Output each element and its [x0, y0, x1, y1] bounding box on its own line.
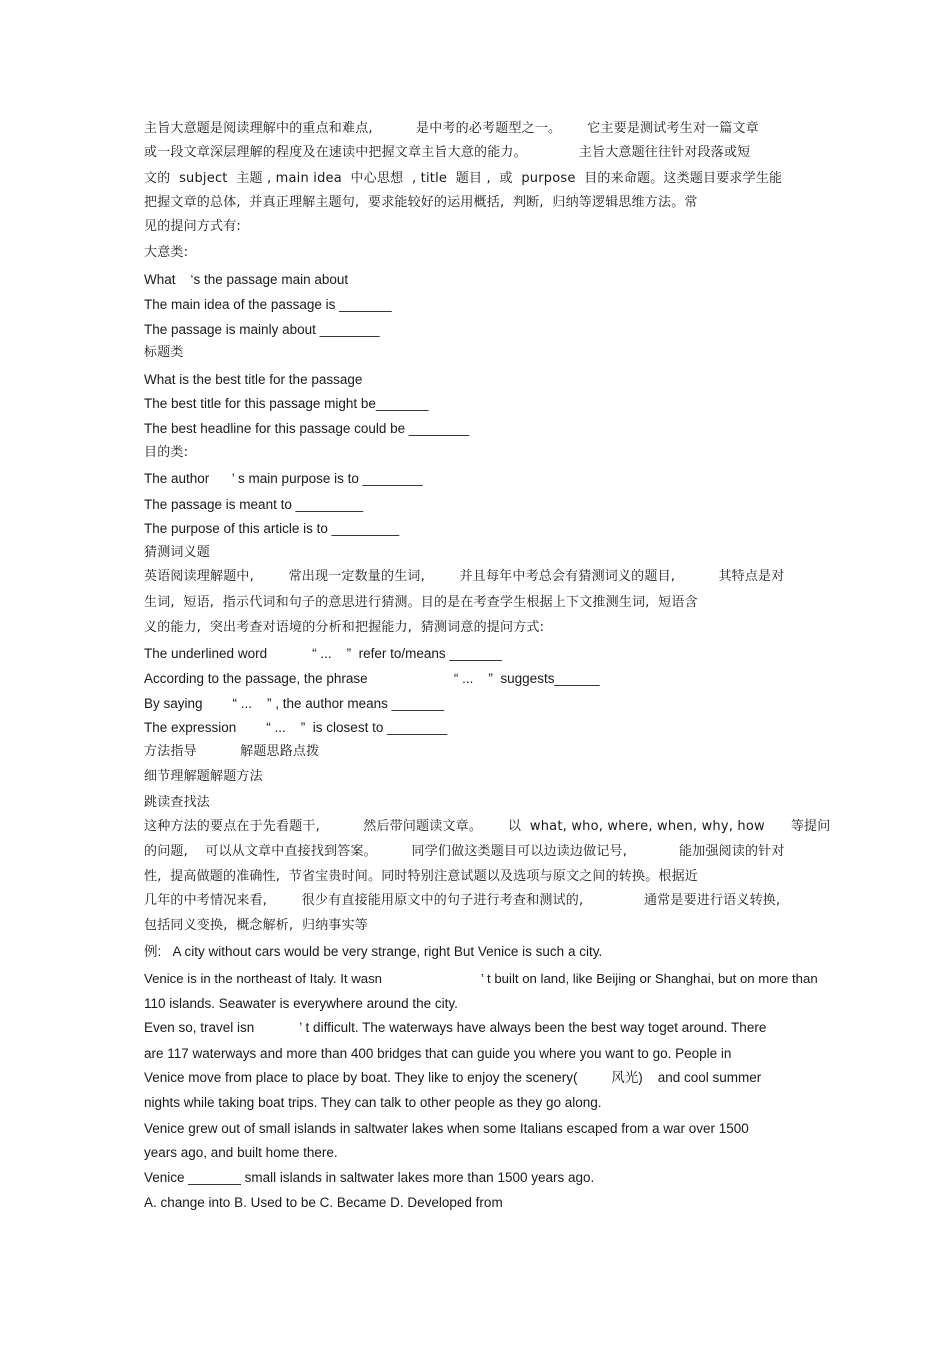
- section-heading: 大意类:: [144, 245, 189, 260]
- text-line: Venice is in the northeast of Italy. It wasn ’ t built on land, like Beijing or Shanghai, but on more than: [144, 971, 818, 986]
- section-heading: 标题类: [144, 345, 184, 360]
- text-line: A. change into B. Used to be C. Became D. Developed from: [144, 1195, 503, 1210]
- text-line: 包括同义变换, 概念解析, 归纳事实等: [144, 918, 368, 933]
- text-line: years ago, and built home there.: [144, 1145, 338, 1160]
- text-line: The purpose of this article is to _________: [144, 521, 400, 536]
- text-line: 把握文章的总体, 并真正理解主题句, 要求能较好的运用概括, 判断, 归纳等逻辑思维方法。常: [144, 195, 698, 210]
- text-line: are 117 waterways and more than 400 bridges that can guide you where you want to go. People in: [144, 1046, 732, 1061]
- text-line: 主旨大意题是阅读理解中的重点和难点, 是中考的必考题型之一。 它主要是测试考生对一篇文章: [144, 121, 759, 136]
- text-line: What is the best title for the passage: [144, 372, 363, 387]
- text-line: 义的能力, 突出考查对语境的分析和把握能力, 猜测词意的提问方式:: [144, 620, 545, 635]
- text-line: 这种方法的要点在于先看题干, 然后带问题读文章。 以 what, who, where, when, why, how 等提问: [144, 819, 831, 834]
- text-line: The passage is meant to _________: [144, 497, 364, 512]
- section-heading: 方法指导 解题思路点拨: [144, 744, 320, 759]
- text-line: Venice _______ small islands in saltwater lakes more than 1500 years ago.: [144, 1170, 595, 1185]
- text-line: 见的提问方式有:: [144, 219, 241, 234]
- text-line: 性, 提高做题的准确性, 节省宝贵时间。同时特别注意试题以及选项与原文之间的转换。根据近: [144, 869, 698, 884]
- text-line: 几年的中考情况来看, 很少有直接能用原文中的句子进行考查和测试的, 通常是要进行语义转换,: [144, 893, 781, 908]
- section-heading: 目的类:: [144, 445, 189, 460]
- text-line: What ‘s the passage main about: [144, 272, 349, 287]
- text-line: According to the passage, the phrase “ ... ” suggests______: [144, 671, 600, 686]
- section-heading: 细节理解题解题方法: [144, 769, 263, 784]
- text-line: The best headline for this passage could be ________: [144, 421, 469, 436]
- text-line: 生词, 短语, 指示代词和句子的意思进行猜测。目的是在考查学生根据上下文推测生词, 短语含: [144, 595, 698, 610]
- text-line: The author ’ s main purpose is to ________: [144, 471, 423, 486]
- text-line: The expression “ ... ” is closest to ________: [144, 720, 448, 735]
- text-line: 文的 subject 主题 , main idea 中心思想 , title 题目 , 或 purpose 目的来命题。这类题目要求学生能: [144, 171, 783, 186]
- text-line: nights while taking boat trips. They can talk to other people as they go along.: [144, 1095, 602, 1110]
- text-line: 的问题, 可以从文章中直接找到答案。 同学们做这类题目可以边读边做记号, 能加强阅读的针对: [144, 844, 785, 859]
- text-line: Venice grew out of small islands in saltwater lakes when some Italians escaped from a war over 1500: [144, 1121, 749, 1136]
- text-line: The passage is mainly about ________: [144, 322, 380, 337]
- text-line: 英语阅读理解题中, 常出现一定数量的生词, 并且每年中考总会有猜测词义的题目, 其特点是对: [144, 569, 785, 584]
- section-heading: 跳读查找法: [144, 795, 211, 810]
- text-line: The main idea of the passage is _______: [144, 297, 392, 312]
- section-heading: 猜测词义题: [144, 545, 211, 560]
- text-line: 110 islands. Seawater is everywhere around the city.: [144, 996, 458, 1011]
- text-line: The underlined word “ ... ” refer to/means _______: [144, 646, 502, 661]
- text-line: The best title for this passage might be_______: [144, 396, 429, 411]
- text-line: Venice move from place to place by boat. They like to enjoy the scenery( 风光) and cool summer: [144, 1070, 762, 1085]
- text-line: Even so, travel isn ’ t difficult. The waterways have always been the best way toget around. There: [144, 1020, 767, 1035]
- text-line: 例: A city without cars would be very strange, right But Venice is such a city.: [144, 944, 603, 959]
- text-line: By saying “ ... ” , the author means _______: [144, 696, 445, 711]
- text-line: 或一段文章深层理解的程度及在速读中把握文章主旨大意的能力。 主旨大意题往往针对段落或短: [144, 145, 751, 160]
